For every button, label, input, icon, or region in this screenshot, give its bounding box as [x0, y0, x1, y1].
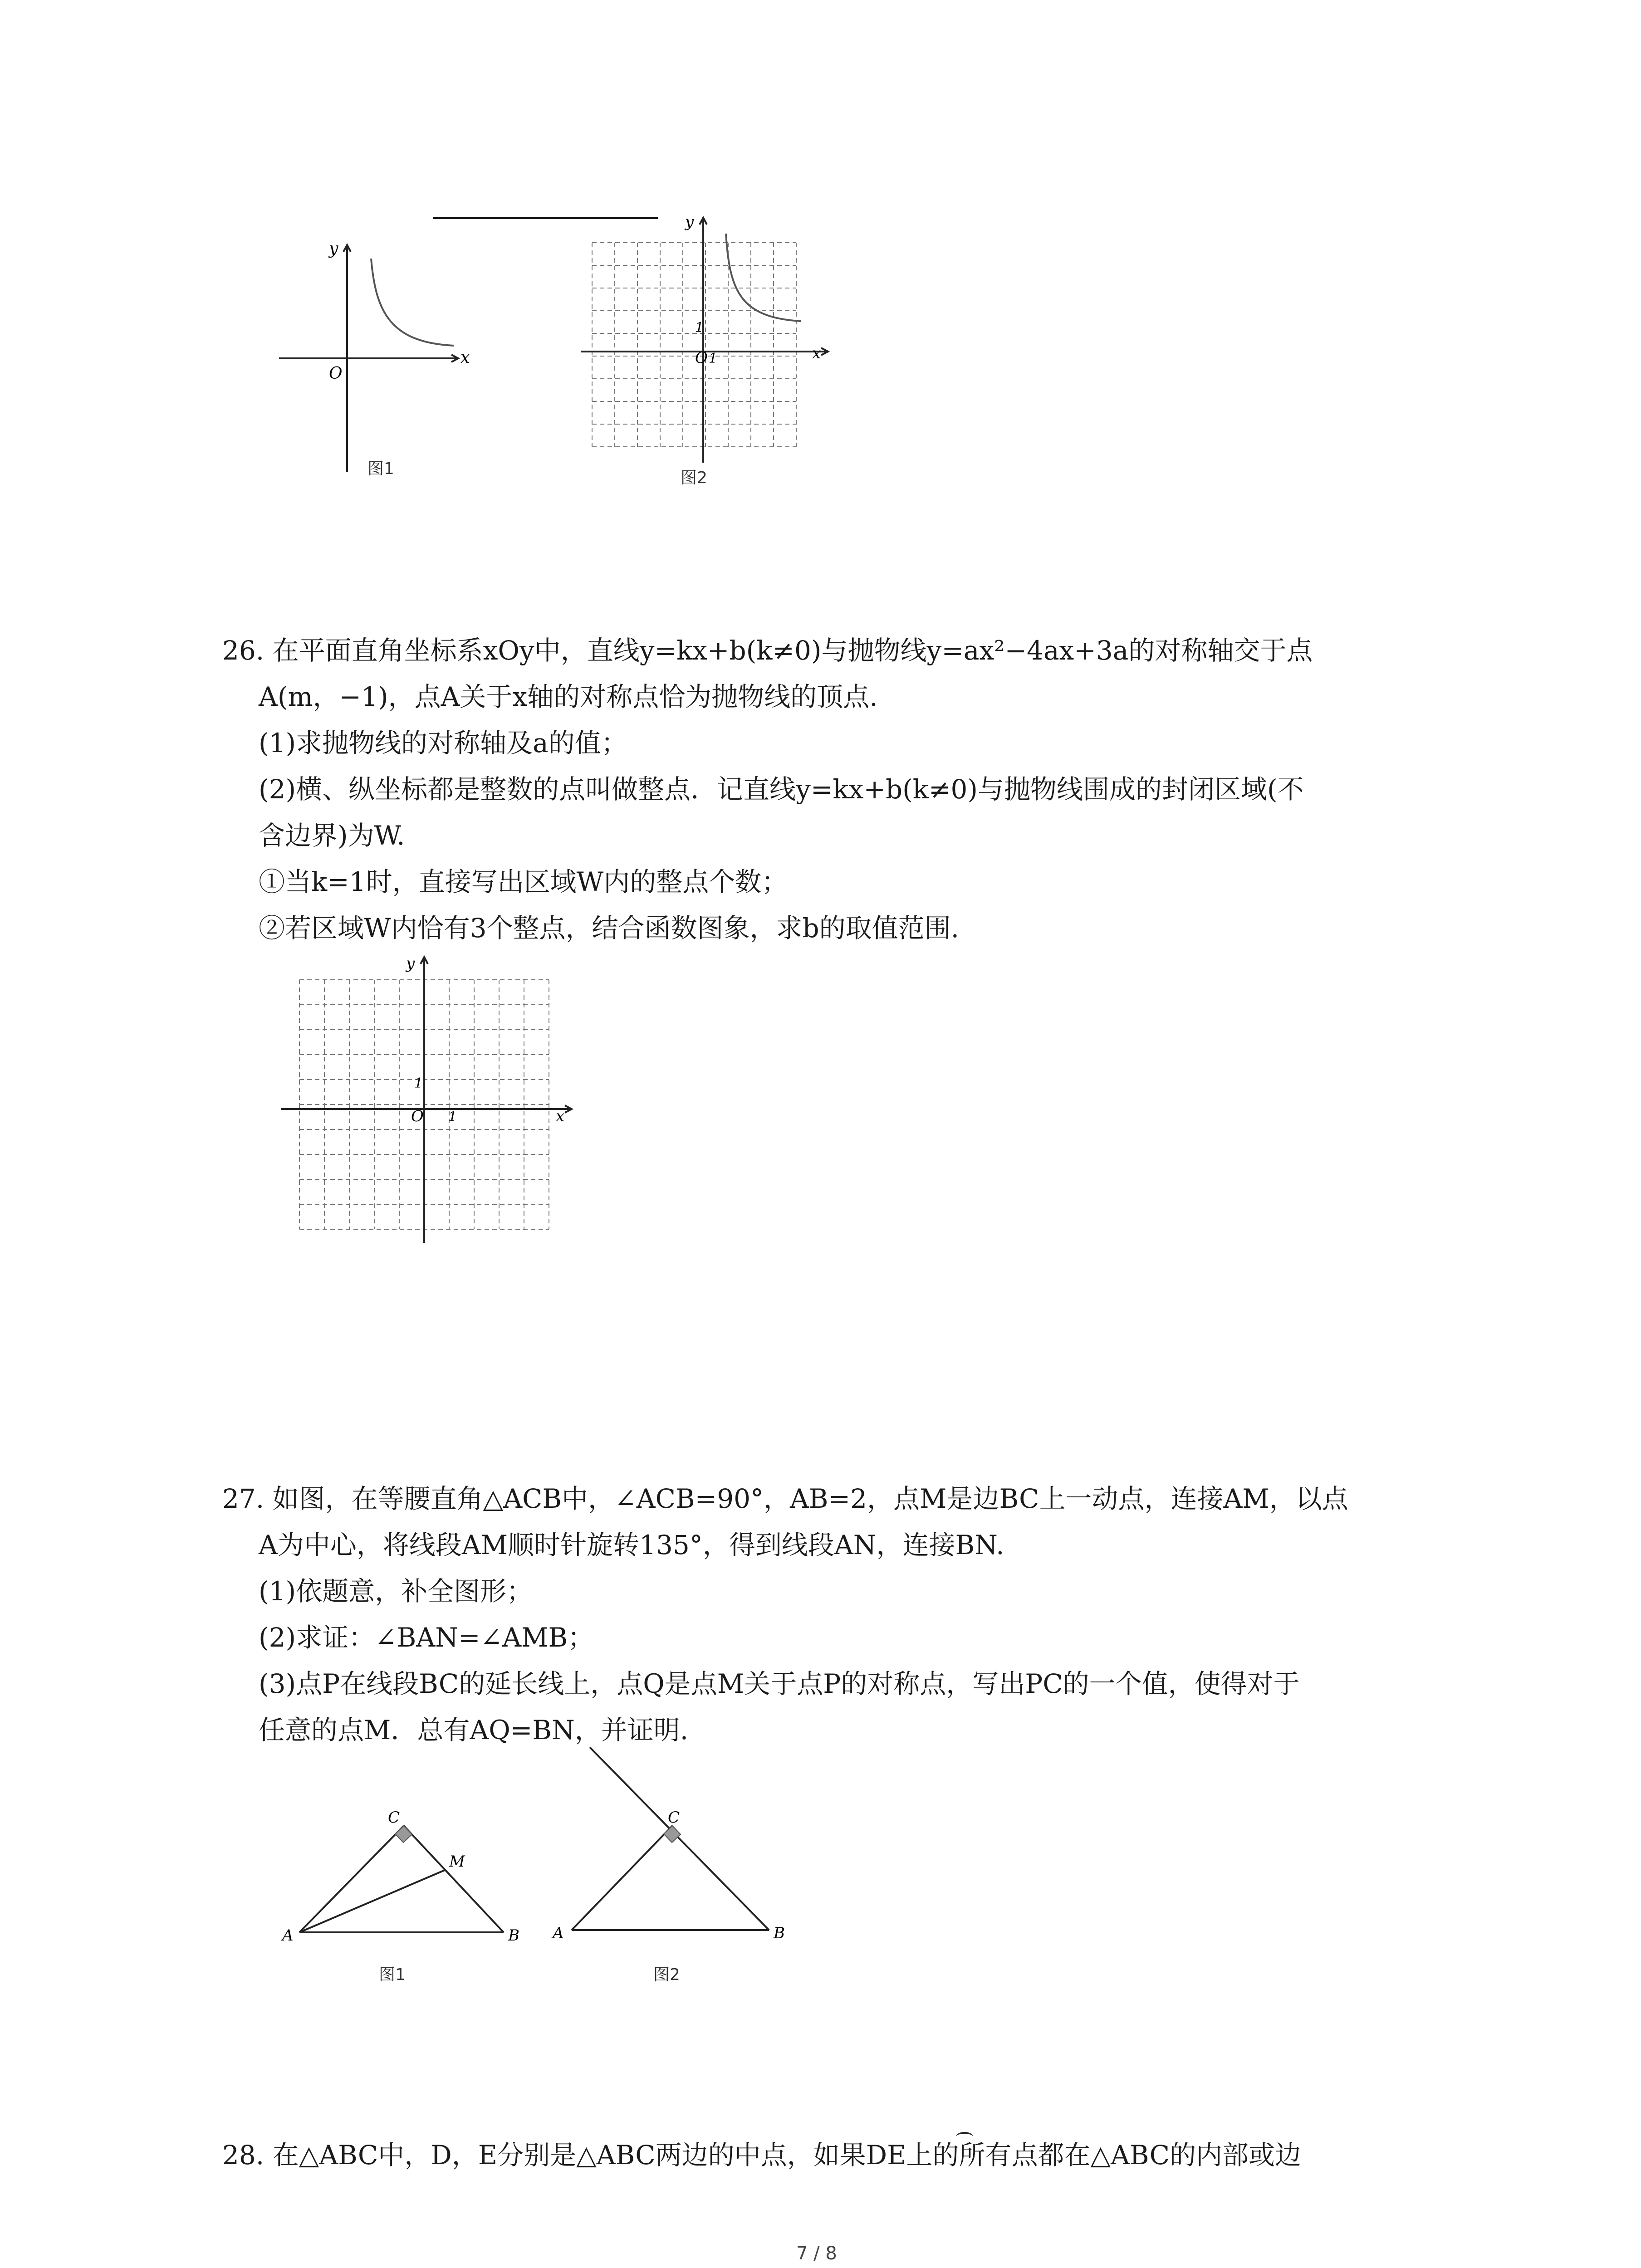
q27-line-2: A为中心，将线段AM顺时针旋转135°，得到线段AN，连接BN. — [259, 1530, 1004, 1560]
fig-top-1-caption: 图1 — [367, 459, 394, 478]
right-angle-mark-2 — [664, 1826, 681, 1843]
right-angle-mark-1 — [395, 1826, 412, 1843]
top-figure-2 — [576, 213, 835, 467]
fig27-2-C: C — [668, 1809, 680, 1827]
q26-grid-tick-x: 1 — [448, 1109, 457, 1125]
fig2-x-label: x — [812, 344, 821, 362]
fig1-x-label: x — [460, 348, 470, 367]
fig2-origin: O — [695, 349, 708, 367]
q27-line-3: (1)依题意，补全图形； — [259, 1576, 533, 1607]
hyperbola-curve-2 — [726, 234, 801, 321]
q26-line-2: A(m，−1)，点A关于x轴的对称点恰为抛物线的顶点. — [259, 681, 878, 712]
fig27-1-C: C — [388, 1809, 400, 1827]
q26-line-4: (2)横、纵坐标都是整数的点叫做整点．记直线y=kx+b(k≠0)与抛物线围成的封闭区域(不 — [259, 774, 1304, 805]
fig2-tick-y: 1 — [695, 320, 704, 336]
fig1-y-label: y — [329, 240, 338, 258]
fig-top-2-caption: 图2 — [681, 469, 707, 487]
top-figure-1 — [272, 227, 476, 481]
q27-line-6: 任意的点M．总有AQ=BN，并证明. — [259, 1715, 689, 1745]
fig2-tick-x: 1 — [709, 351, 718, 367]
q26-line-7: ②若区域W内恰有3个整点，结合函数图象，求b的取值范围. — [259, 913, 960, 943]
fig27-1-M: M — [449, 1853, 465, 1871]
fig27-2-B: B — [774, 1924, 785, 1942]
fig27-1-B: B — [508, 1926, 519, 1945]
q26-line-5: 含边界)为W. — [259, 820, 405, 851]
fig27-2-A: A — [553, 1924, 564, 1942]
q26-grid-tick-y: 1 — [414, 1075, 423, 1091]
q27-line-1: 27. 如图，在等腰直角△ACB中，∠ACB=90°，AB=2，点M是边BC上一动点，连接AM，以点 — [222, 1483, 1348, 1514]
q27-line-5: (3)点P在线段BC的延长线上，点Q是点M关于点P的对称点，写出PC的一个值，使得对于 — [259, 1668, 1300, 1699]
q27-fig2-caption: 图2 — [653, 1965, 680, 1984]
q28-line-1: 28. 在△ABC中，D，E分别是△ABC两边的中点，如果DE上的所有点都在△ABC的内部或边 — [222, 2140, 1302, 2170]
q27-line-4: (2)求证：∠BAN=∠AMB； — [259, 1622, 594, 1653]
q27-fig1-caption: 图1 — [379, 1965, 406, 1984]
q26-coordinate-grid — [277, 953, 585, 1252]
q26-grid-origin: O — [411, 1107, 424, 1125]
q26-line-3: (1)求抛物线的对称轴及a的值； — [259, 728, 627, 758]
fig1-origin: O — [329, 364, 343, 383]
q27-figure-1 — [272, 1796, 544, 1946]
q27-figure-2 — [544, 1742, 798, 1946]
fig27-1-A: A — [282, 1926, 294, 1945]
q26-line-6: ①当k=1时，直接写出区域W内的整点个数； — [259, 866, 788, 897]
hyperbola-curve-1 — [371, 259, 454, 346]
page-number: 7 / 8 — [796, 2243, 837, 2264]
fig2-y-label: y — [685, 213, 694, 231]
q26-grid-y-label: y — [406, 954, 415, 973]
q26-grid-x-label: x — [556, 1107, 565, 1125]
q26-line-1: 26. 在平面直角坐标系xOy中，直线y=kx+b(k≠0)与抛物线y=ax²−4ax+3a的对称轴交于点 — [222, 635, 1313, 666]
